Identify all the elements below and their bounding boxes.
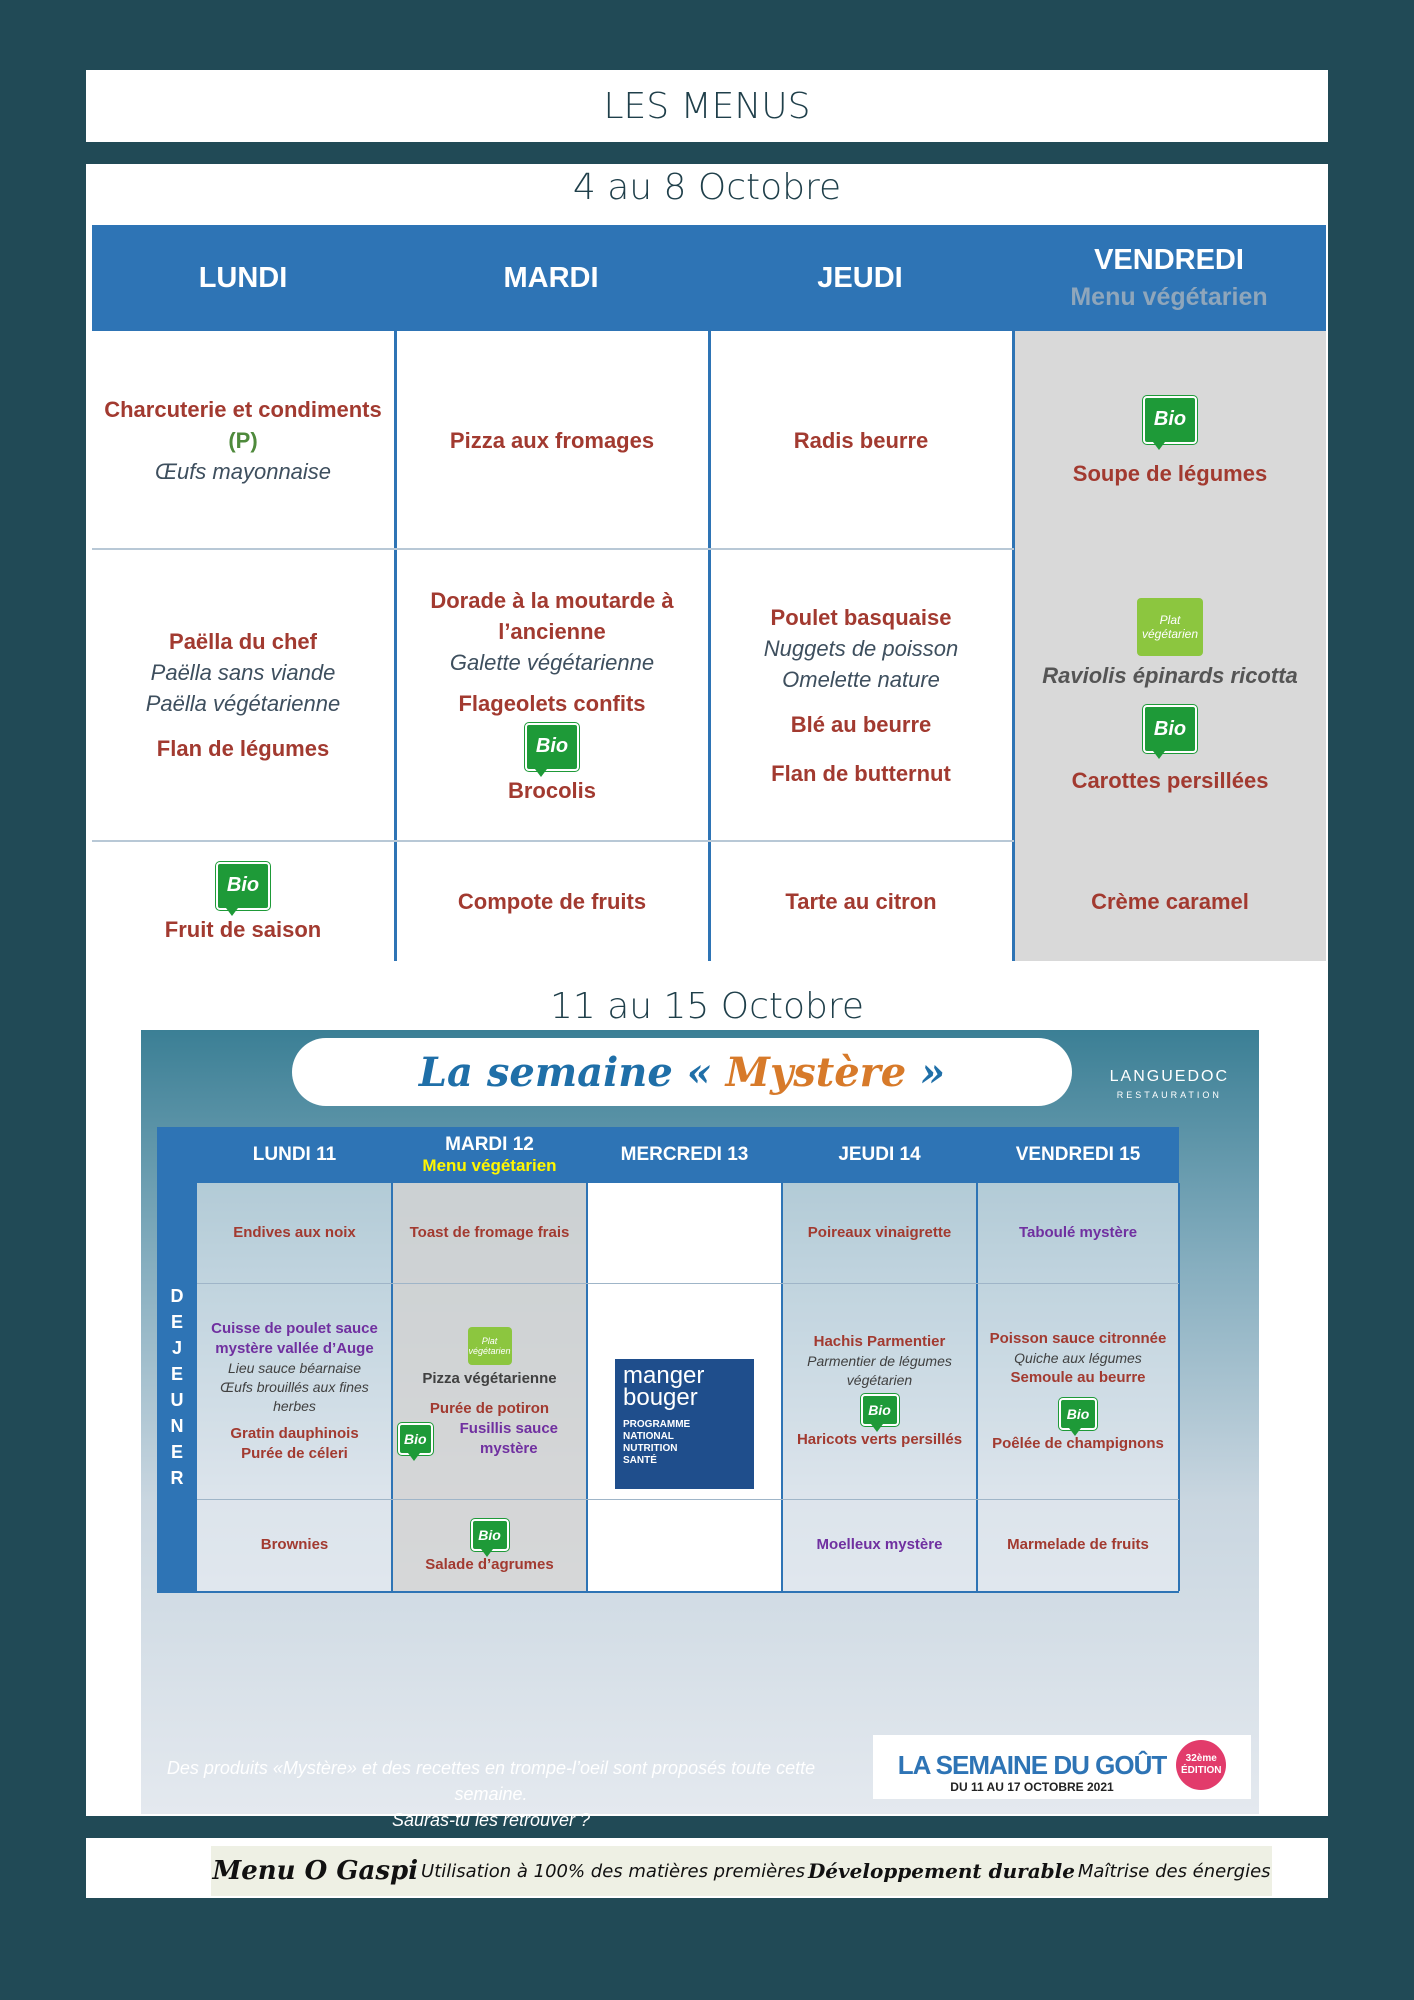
mystery-footer-text: Des produits «Mystère» et des recettes en trompe-l’oeil sont proposés toute cette semaine. Sauras-tu les retrouver ? — [166, 1758, 816, 1830]
lundi-plat: Paëlla du chef Paëlla sans viande Paëlla végétarienne Flan de légumes — [145, 629, 341, 761]
mystery-week-poster — [141, 1030, 1259, 1830]
vendredi15-dessert: Marmelade de fruits — [1007, 1536, 1149, 1553]
vegetarian-dish-icon: Plat végétarien — [468, 1327, 512, 1365]
lundi-dessert: Bio Fruit de saison — [92, 841, 394, 961]
mardi12-dessert: Bio Salade d’agrumes — [392, 1499, 587, 1591]
bio-icon: Bio — [861, 1394, 899, 1426]
lundi-entree: Charcuterie et condiments (P) Œufs mayonnaise — [104, 396, 382, 484]
col-jeudi — [710, 331, 1012, 961]
row-divider — [92, 840, 1014, 842]
vendredi-dessert: Crème caramel — [1091, 888, 1249, 914]
lundi11-entree: Endives aux noix — [233, 1224, 356, 1241]
col-mercredi-13 — [587, 1183, 782, 1591]
vegetarian-subtitle: Menu végétarien — [1070, 283, 1268, 311]
row-divider — [197, 1283, 1179, 1284]
bio-icon: Bio — [216, 862, 270, 910]
mardi-dessert: Compote de fruits — [457, 888, 647, 914]
week1-header — [92, 225, 1326, 331]
row-divider — [197, 1499, 1179, 1500]
col-lundi-11 — [197, 1183, 392, 1591]
vegetarian-dish-icon: Plat végétarien — [1137, 598, 1203, 656]
vendredi15-plat: Poisson sauce citronnée Quiche aux légumes Semoule au beurre Bio Poêlée de champignons — [989, 1329, 1167, 1452]
bio-icon: Bio — [525, 723, 579, 771]
edition-badge: 32ème ÉDITION — [1176, 1740, 1226, 1790]
col-divider — [976, 1183, 978, 1591]
col-divider — [586, 1183, 588, 1591]
bio-icon: Bio — [471, 1519, 509, 1551]
bio-icon: Bio — [1059, 1398, 1097, 1430]
day-header-lundi: LUNDI — [198, 261, 288, 294]
mardi12-entree: Toast de fromage frais — [409, 1224, 570, 1241]
col-divider — [708, 331, 711, 961]
bio-icon: Bio — [1143, 705, 1197, 753]
jeudi14-dessert: Moelleux mystère — [816, 1536, 943, 1553]
jeudi-dessert: Tarte au citron — [785, 888, 937, 914]
bio-icon: Bio — [1143, 396, 1197, 444]
week2-title: 11 au 15 Octobre — [549, 986, 865, 1027]
col-divider — [1178, 1183, 1180, 1591]
vendredi-plat: Plat végétarien Raviolis épinards ricotta Bio Carottes persillées — [1014, 549, 1326, 841]
bio-icon: Bio — [398, 1423, 433, 1455]
manger-bouger-logo: manger bouger PROGRAMME NATIONAL NUTRITION SANTÉ — [615, 1359, 754, 1489]
col-divider — [781, 1183, 783, 1591]
mardi-entree: Pizza aux fromages — [449, 427, 655, 453]
col-jeudi-14 — [782, 1183, 977, 1591]
day-header-mardi-12: MARDI 12 Menu végétarien — [422, 1134, 557, 1175]
day-header-jeudi: JEUDI — [817, 261, 903, 294]
vendredi15-entree: Taboulé mystère — [1018, 1224, 1138, 1241]
week1-title: 4 au 8 Octobre — [572, 167, 842, 208]
jeudi-plat: Poulet basquaise Nuggets de poisson Omelette nature Blé au beurre Flan de butternut — [763, 604, 959, 786]
languedoc-logo: LANGUEDOC RESTAURATION — [1109, 1068, 1229, 1100]
mystery-banner: La semaine « Mystère » — [292, 1038, 1072, 1106]
col-vendredi — [1014, 331, 1326, 961]
week2-header — [157, 1127, 1179, 1183]
semaine-du-gout-logo: LA SEMAINE DU GOÛT 32ème ÉDITION DU 11 AU 17 OCTOBRE 2021 — [873, 1735, 1251, 1799]
lundi11-dessert: Brownies — [260, 1536, 329, 1553]
day-header-lundi-11: LUNDI 11 — [252, 1144, 337, 1165]
col-mardi-12 — [392, 1183, 587, 1591]
lundi11-plat: Cuisse de poulet sauce mystère vallée d’Auge Lieu sauce béarnaise Œufs brouillés aux fines herbes Gratin dauphinois Purée de céleri — [211, 1319, 378, 1462]
mardi-plat: Dorade à la moutarde à l’ancienne Galette végétarienne Flageolets confits Bio Brocolis — [430, 587, 674, 803]
day-header-vendredi-15: VENDREDI 15 — [1015, 1144, 1141, 1165]
col-divider — [391, 1183, 393, 1591]
col-mardi — [396, 331, 708, 961]
vendredi-entree: Bio Soupe de légumes — [1014, 331, 1326, 549]
dejeuner-side-label: D E J E U N E R — [157, 1183, 197, 1591]
day-header-mardi: MARDI — [503, 261, 599, 294]
page-title: LES MENUS — [603, 86, 811, 127]
day-header-vendredi: VENDREDI Menu végétarien — [1070, 244, 1268, 311]
col-vendredi-15 — [977, 1183, 1179, 1591]
col-divider — [394, 331, 397, 961]
bottom-banner: Menu O Gaspi Utilisation à 100% des matières premières Développement durable Maîtrise des énergies — [211, 1846, 1272, 1896]
col-lundi — [92, 331, 394, 961]
jeudi14-entree: Poireaux vinaigrette — [807, 1224, 952, 1241]
day-header-jeudi-14: JEUDI 14 — [838, 1144, 921, 1165]
jeudi14-plat: Hachis Parmentier Parmentier de légumes végétarien Bio Haricots verts persillés — [796, 1333, 963, 1448]
jeudi-entree: Radis beurre — [793, 427, 929, 453]
mardi12-plat: Plat végétarien Pizza végétarienne Purée de potiron Bio Fusillis sauce mystère — [392, 1283, 587, 1499]
week1-grid — [92, 331, 1326, 961]
row-divider — [157, 1591, 1179, 1593]
col-divider — [1012, 331, 1015, 961]
row-divider — [92, 548, 1014, 550]
day-header-mercredi-13: MERCREDI 13 — [620, 1144, 749, 1165]
